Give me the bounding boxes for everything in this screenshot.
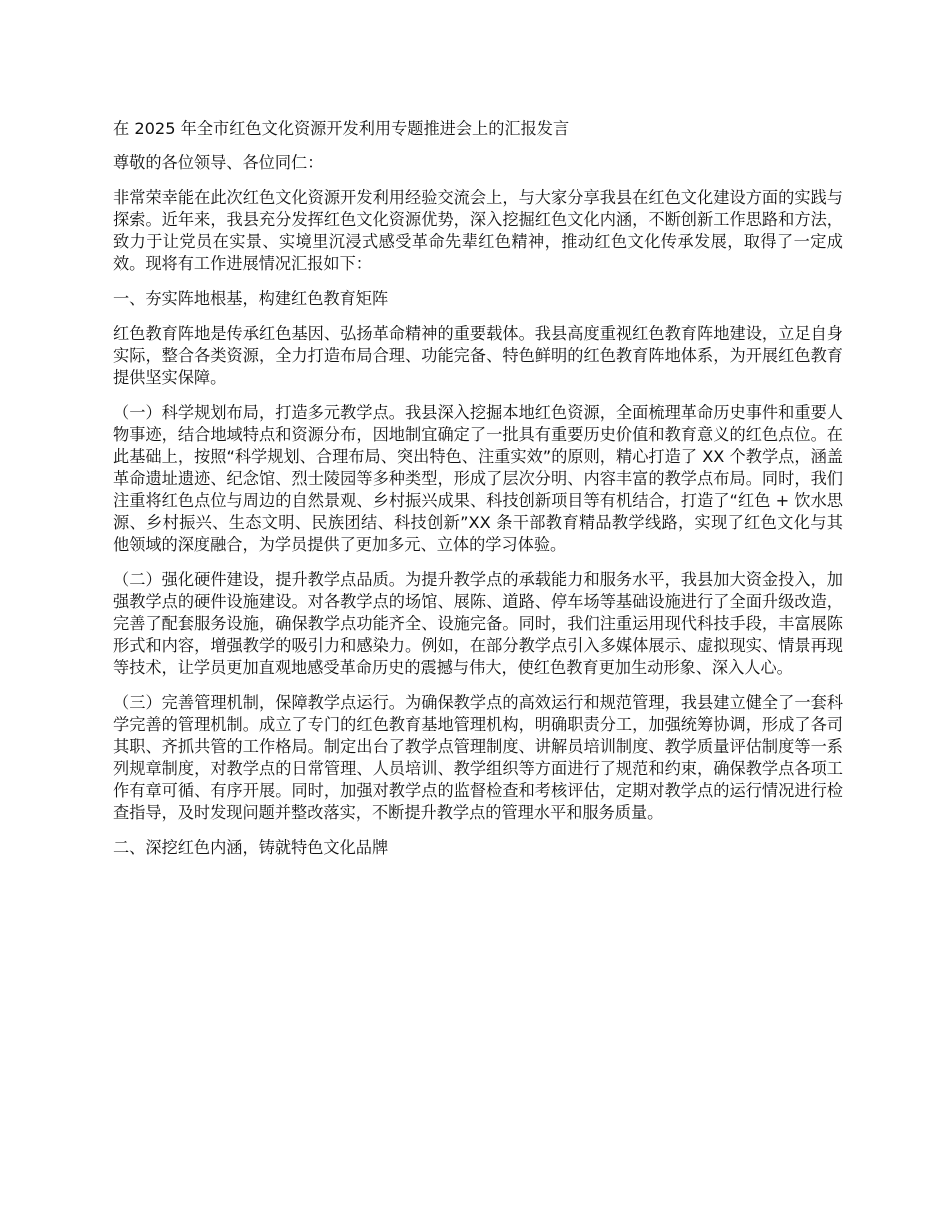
intro-paragraph: 非常荣幸能在此次红色文化资源开发利用经验交流会上，与大家分享我县在红色文化建设方面的实践与探索。近年来，我县充分发挥红色文化资源优势，深入挖掘红色文化内涵，不断创新工作思路和方法，致力于让党员在实景、实境里沉浸式感受革命先辈红色精神，推动红色文化传承发展，取得了一定成效。现将有工作进展情况汇报如下： (113, 188, 843, 273)
section-1-item-1: （一）科学规划布局，打造多元教学点。我县深入挖掘本地红色资源，全面梳理革命历史事件和重要人物事迹，结合地域特点和资源分布，因地制宜确定了一批具有重要历史价值和教育意义的红色点位。在此基础上，按照“科学规划、合理布局、突出特色、注重实效”的原则，精心打造了 XX 个教学点，涵盖革命遗址遗迹、纪念馆、烈士陵园等多种类型，形成了层次分明、内容丰富的教学点布局。同时，我们注重将红色点位与周边的自然景观、乡村振兴成果、科技创新项目等有机结合，打造了“红色 + 饮水思源、乡村振兴、生态文明、民族团结、科技创新”XX 条干部教育精品教学线路，实现了红色文化与其他领域的深度融合，为学员提供了更加多元、立体的学习体验。 (113, 403, 843, 554)
document-page (113, 118, 843, 872)
section-1-paragraph: 红色教育阵地是传承红色基因、弘扬革命精神的重要载体。我县高度重视红色教育阵地建设，立足自身实际，整合各类资源，全力打造布局合理、功能完备、特色鲜明的红色教育阵地体系，为开展红色教育提供坚实保障。 (113, 324, 843, 387)
salutation: 尊敬的各位领导、各位同仁： (113, 153, 324, 172)
section-1-item-3: （三）完善管理机制，保障教学点运行。为确保教学点的高效运行和规范管理，我县建立健全了一套科学完善的管理机制。成立了专门的红色教育基地管理机构，明确职责分工，加强统筹协调，形成了各司其职、齐抓共管的工作格局。制定出台了教学点管理制度、讲解员培训制度、教学质量评估制度等一系列规章制度，对教学点的日常管理、人员培训、教学组织等方面进行了规范和约束，确保教学点各项工作有章可循、有序开展。同时，加强对教学点的监督检查和考核评估，定期对教学点的运行情况进行检查指导，及时发现问题并整改落实，不断提升教学点的管理水平和服务质量。 (113, 693, 843, 822)
document-title: 在 2025 年全市红色文化资源开发利用专题推进会上的汇报发言 (113, 119, 570, 138)
section-2-heading: 二、深挖红色内涵，铸就特色文化品牌 (113, 838, 389, 857)
section-1-item-2: （二）强化硬件建设，提升教学点品质。为提升教学点的承载能力和服务水平，我县加大资金投入，加强教学点的硬件设施建设。对各教学点的场馆、展陈、道路、停车场等基础设施进行了全面升级改造，完善了配套服务设施，确保教学点功能齐全、设施完备。同时，我们注重运用现代科技手段，丰富展陈形式和内容，增强教学的吸引力和感染力。例如，在部分教学点引入多媒体展示、虚拟现实、情景再现等技术，让学员更加直观地感受革命历史的震撼与伟大，使红色教育更加生动形象、深入人心。 (113, 570, 843, 677)
section-1-heading: 一、夯实阵地根基，构建红色教育矩阵 (113, 289, 389, 308)
